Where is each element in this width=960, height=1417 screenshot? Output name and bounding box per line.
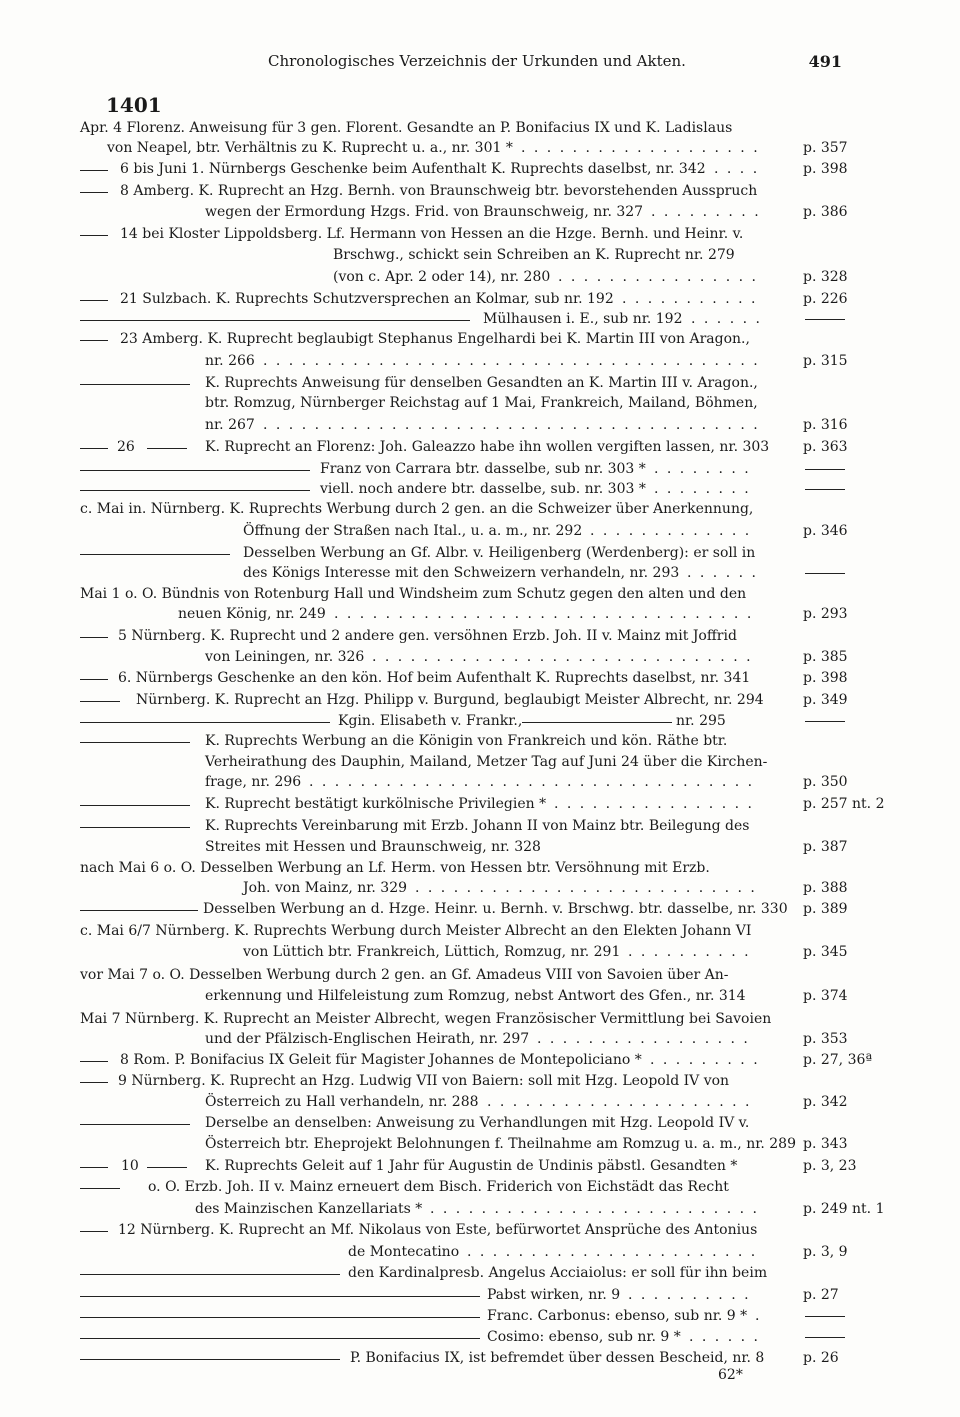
entry-line [0, 201, 960, 223]
leader-dots: . . . . . . . . . . . . . . . . . . . . . . . . . . . . . . . . . . . . . . . [263, 353, 760, 369]
entry-text: 10 [121, 1158, 139, 1174]
entry-line [0, 328, 960, 350]
entry-text: 6 bis Juni 1. Nürnbergs Geschenke beim Aufenthalt K. Ruprechts daselbst, nr. 342 [120, 161, 706, 177]
entry-text: K. Ruprechts Vereinbarung mit Erzb. Johann II von Mainz btr. Beilegung des [205, 818, 750, 834]
page-reference: p. 257 nt. 2 [803, 796, 885, 812]
entry-line [0, 646, 960, 668]
sheet-signature: 62* [718, 1367, 743, 1383]
entry-text: Derselbe an denselben: Anweisung zu Verhandlungen mit Hzg. Leopold IV v. [205, 1115, 750, 1131]
leader-dots: . . . . [714, 161, 760, 177]
page-reference: p. 363 [803, 439, 848, 455]
entry-text: von Leiningen, nr. 326 [205, 649, 365, 665]
ditto-dash [80, 340, 108, 341]
page-reference: p. 26 [803, 1350, 839, 1366]
leader-dots: . . . . . . . . . [650, 1052, 760, 1068]
ditto-dash [80, 1231, 108, 1232]
ditto-dash [80, 1296, 480, 1297]
entry-line [0, 372, 960, 394]
entry-line [0, 857, 960, 879]
entry-line [0, 625, 960, 647]
entry-text: von Neapel, btr. Verhältnis zu K. Ruprecht u. a., nr. 301 * [107, 140, 513, 156]
entry-text: frage, nr. 296 [205, 774, 302, 790]
ditto-dash [80, 1317, 480, 1318]
ditto-dash [522, 722, 672, 723]
entry-text: erkennung und Hilfeleistung zum Romzug, nebst Antwort des Gfen., nr. 314 [205, 988, 746, 1004]
page-reference: p. 316 [803, 417, 848, 433]
entry-text: Streites mit Hessen und Braunschweig, nr. 328 [205, 839, 541, 855]
entry-text: Desselben Werbung an d. Hzge. Heinr. u. Bernh. v. Brschwg. btr. dasselbe, nr. 330 [203, 901, 788, 917]
leader-dots: . . . . . . . . . . . [622, 291, 758, 307]
entry-text: K. Ruprechts Geleit auf 1 Jahr für Augustin de Undinis päbstl. Gesandten * [205, 1158, 738, 1174]
entry-text: Kgin. Elisabeth v. Frankr., [338, 713, 523, 729]
entry-text: 26 [117, 439, 135, 455]
entry-line [0, 689, 960, 711]
entry-text: K. Ruprechts Werbung an die Königin von Frankreich und kön. Räthe btr. [205, 733, 728, 749]
entry-text: und der Pfälzisch-Englischen Heirath, nr. 297 [205, 1031, 530, 1047]
page-reference: p. 349 [803, 692, 848, 708]
entry-line [0, 542, 960, 564]
ditto-dash [80, 554, 230, 555]
entry-text: o. O. Erzb. Joh. II v. Mainz erneuert dem Bisch. Friderich von Eichstädt das Recht [148, 1179, 729, 1195]
reference-dash [805, 319, 845, 320]
entry-text: c. Mai in. Nürnberg. K. Ruprechts Werbung durch 2 gen. an die Schweizer über Anerkennung, [80, 501, 754, 517]
entry-line [0, 244, 960, 266]
entry-text: nach Mai 6 o. O. Desselben Werbung an Lf. Herm. von Hessen btr. Versöhnung mit Erzb. [80, 860, 710, 876]
leader-dots: . . . . . . . . . . . . . [590, 523, 752, 539]
leader-dots: . . . . . . . . . . . . . . . . . . . . . . . . . . . . . . . . . [334, 606, 754, 622]
ditto-dash [80, 679, 108, 680]
entry-text: Joh. von Mainz, nr. 329 [243, 880, 408, 896]
entry-line [0, 1326, 960, 1348]
ditto-dash [80, 470, 310, 471]
ditto-dash [80, 637, 108, 638]
entry-text: Verheirathung des Dauphin, Mailand, Metzer Tag auf Juni 24 über die Kirchen- [205, 754, 768, 770]
ditto-dash [80, 1124, 190, 1125]
reference-dash [805, 573, 845, 574]
page-reference: p. 398 [803, 670, 848, 686]
entry-text: 23 Amberg. K. Ruprecht beglaubigt Stephanus Engelhardi bei K. Martin III von Aragon., [120, 331, 750, 347]
page-reference: p. 389 [803, 901, 848, 917]
entry-text: Cosimo: ebenso, sub nr. 9 * [487, 1329, 681, 1345]
ditto-dash [80, 1274, 340, 1275]
leader-dots: . . . . . . [691, 311, 762, 327]
page-reference: p. 315 [803, 353, 848, 369]
page-reference: p. 374 [803, 988, 848, 1004]
leader-dots: . . . . . . . . . [651, 204, 761, 220]
page-reference: p. 345 [803, 944, 848, 960]
ditto-dash [80, 300, 108, 301]
entry-text: Nürnberg. K. Ruprecht an Hzg. Philipp v. Burgund, beglaubigt Meister Albrecht, nr. 294 [136, 692, 764, 708]
entry-text: Franz von Carrara btr. dasselbe, sub nr. 303 * [320, 461, 646, 477]
reference-dash [805, 1337, 845, 1338]
entry-text: 5 Nürnberg. K. Ruprecht und 2 andere gen. versöhnen Erzb. Joh. II v. Mainz mit Joffrid [118, 628, 737, 644]
leader-dots: . . . . . . [687, 565, 758, 581]
entry-line [0, 710, 960, 732]
ditto-dash [80, 1338, 480, 1339]
ditto-dash [80, 1188, 120, 1189]
entry-text: den Kardinalpresb. Angelus Acciaiolus: er soll für ihn beim [348, 1265, 768, 1281]
entry-line [0, 1155, 960, 1177]
leader-dots: . . . . . . . . [654, 481, 751, 497]
entry-line [0, 920, 960, 942]
leader-dots: . . . . . . . . . . . . . . . . . . . . . . . . . . [430, 1201, 759, 1217]
entry-line [0, 1070, 960, 1092]
leader-dots: . . . . . . [689, 1329, 760, 1345]
page-reference: p. 357 [803, 140, 848, 156]
entry-text: vor Mai 7 o. O. Desselben Werbung durch 2 gen. an Gf. Amadeus VIII von Savoien über An- [80, 967, 729, 983]
entry-text: nr. 266 [205, 353, 255, 369]
entry-text: wegen der Ermordung Hzgs. Frid. von Braunschweig, nr. 327 [205, 204, 644, 220]
entry-line [0, 1262, 960, 1284]
leader-dots: . . . . . . . . . . [628, 1287, 751, 1303]
entry-text: von Lüttich btr. Frankreich, Lüttich, Romzug, nr. 291 [243, 944, 621, 960]
entry-text: 12 Nürnberg. K. Ruprecht an Mf. Nikolaus von Este, befürwortet Ansprüche des Antonius [118, 1222, 758, 1238]
entry-line [0, 266, 960, 288]
entry-text: des Mainzischen Kanzellariats * [195, 1201, 423, 1217]
entry-line [0, 1219, 960, 1241]
leader-dots: . . . . . . . . . . . . . . . . . . . . . . . [467, 1244, 758, 1260]
ditto-dash [80, 1359, 340, 1360]
leader-dots: . . . . . . . . . . . . . . . . . . . . . . . . . . . . . . [372, 649, 753, 665]
ditto-dash [80, 235, 108, 236]
entry-line [0, 308, 960, 330]
entry-text: K. Ruprecht an Florenz: Joh. Galeazzo habe ihn wollen vergiften lassen, nr. 303 [205, 439, 770, 455]
leader-dots: . [755, 1308, 762, 1324]
entry-line [0, 478, 960, 500]
reference-dash [805, 469, 845, 470]
entry-text: btr. Romzug, Nürnberger Reichstag auf 1 Mai, Frankreich, Mailand, Böhmen, [205, 395, 758, 411]
entry-line [0, 1028, 960, 1050]
entry-line [0, 583, 960, 605]
page-reference: p. 3, 9 [803, 1244, 848, 1260]
entry-text: Mülhausen i. E., sub nr. 192 [483, 311, 683, 327]
entry-line [0, 498, 960, 520]
entry-line [0, 117, 960, 139]
ditto-dash [80, 1061, 108, 1062]
ditto-dash [80, 805, 190, 806]
page-reference: p. 353 [803, 1031, 848, 1047]
page-reference: p. 249 nt. 1 [803, 1201, 885, 1217]
running-head-title: Chronologisches Verzeichnis der Urkunden und Akten. [268, 52, 686, 70]
reference-dash [805, 489, 845, 490]
entry-line [0, 1198, 960, 1220]
page-reference: p. 386 [803, 204, 848, 220]
entry-text: 14 bei Kloster Lippoldsberg. Lf. Hermann von Hessen an die Hzge. Bernh. und Heinr. v. [120, 226, 744, 242]
entry-text: K. Ruprecht bestätigt kurkölnische Privilegien * [205, 796, 547, 812]
reference-dash [805, 1316, 845, 1317]
entry-line [0, 562, 960, 584]
ditto-dash [80, 827, 190, 828]
entry-text: de Montecatino [348, 1244, 460, 1260]
year-heading: 1401 [106, 93, 162, 117]
entry-line [0, 751, 960, 773]
leader-dots: . . . . . . . . [654, 461, 751, 477]
ditto-dash [147, 1167, 187, 1168]
page-reference: p. 398 [803, 161, 848, 177]
entry-line [0, 458, 960, 480]
entry-text: Franc. Carbonus: ebenso, sub nr. 9 * [487, 1308, 748, 1324]
entry-text: Österreich zu Hall verhandeln, nr. 288 [205, 1094, 479, 1110]
entry-text: 6. Nürnbergs Geschenke an den kön. Hof beim Aufenthalt K. Ruprechts daselbst, nr. 341 [118, 670, 751, 686]
entry-text: K. Ruprechts Anweisung für denselben Gesandten an K. Martin III v. Aragon., [205, 375, 758, 391]
entry-line [0, 288, 960, 310]
leader-dots: . . . . . . . . . . . . . . . . [558, 269, 758, 285]
entry-line [0, 1112, 960, 1134]
entry-line [0, 1241, 960, 1263]
page-reference: p. 350 [803, 774, 848, 790]
ditto-dash [80, 701, 120, 702]
entry-line [0, 1091, 960, 1113]
entry-text: viell. noch andere btr. dasselbe, sub. nr. 303 * [320, 481, 646, 497]
ditto-dash [80, 1082, 108, 1083]
page-reference: p. 27 [803, 1287, 839, 1303]
leader-dots: . . . . . . . . . . . . . . . . . . . . . . . . . . . [415, 880, 757, 896]
entry-line [0, 815, 960, 837]
entry-text: Mai 7 Nürnberg. K. Ruprecht an Meister Albrecht, wegen Französischer Vermittlung bei Savoien [80, 1011, 772, 1027]
page-reference: p. 342 [803, 1094, 848, 1110]
entry-text: Apr. 4 Florenz. Anweisung für 3 gen. Florent. Gesandte an P. Bonifacius IX und K. Ladislaus [80, 120, 733, 136]
leader-dots: . . . . . . . . . . . . . . . . [554, 796, 754, 812]
entry-line [0, 898, 960, 920]
entry-line [0, 603, 960, 625]
entry-line [0, 836, 960, 858]
entry-text: neuen König, nr. 249 [178, 606, 326, 622]
ditto-dash [80, 384, 190, 385]
entry-line [0, 1347, 960, 1369]
entry-text: 9 Nürnberg. K. Ruprecht an Hzg. Ludwig VII von Baiern: soll mit Hzg. Leopold IV von [118, 1073, 730, 1089]
entry-text: Pabst wirken, nr. 9 [487, 1287, 621, 1303]
leader-dots: . . . . . . . . . . . . . . . . . [537, 1031, 750, 1047]
page-reference: p. 226 [803, 291, 848, 307]
entry-line [0, 414, 960, 436]
entry-text: Brschwg., schickt sein Schreiben an K. Ruprecht nr. 279 [333, 247, 735, 263]
entry-text: Österreich btr. Eheprojekt Belohnungen f. Theilnahme am Romzug u. a. m., nr. 289 [205, 1136, 796, 1152]
page-reference: p. 387 [803, 839, 848, 855]
entry-line [0, 1049, 960, 1071]
entry-line [0, 392, 960, 414]
page-reference: p. 293 [803, 606, 848, 622]
entry-text: Mai 1 o. O. Bündnis von Rotenburg Hall und Windsheim zum Schutz gegen den alten und den [80, 586, 747, 602]
entry-text: 8 Amberg. K. Ruprecht an Hzg. Bernh. von Braunschweig btr. bevorstehenden Ausspruch [120, 183, 758, 199]
page-reference: p. 346 [803, 523, 848, 539]
entry-line [0, 771, 960, 793]
entry-line [0, 877, 960, 899]
entry-line [0, 964, 960, 986]
entry-line [0, 520, 960, 542]
entry-line [0, 1305, 960, 1327]
entry-line [0, 985, 960, 1007]
page-reference: p. 3, 23 [803, 1158, 857, 1174]
ditto-dash [80, 490, 310, 491]
ditto-dash [80, 170, 108, 171]
reference-dash [805, 721, 845, 722]
ditto-dash [80, 742, 190, 743]
ditto-dash [80, 192, 108, 193]
ditto-dash [80, 320, 470, 321]
ditto-dash [147, 448, 187, 449]
entry-text: nr. 295 [676, 713, 726, 729]
entry-line [0, 223, 960, 245]
entry-text: Öffnung der Straßen nach Ital., u. a. m., nr. 292 [243, 523, 583, 539]
entry-line [0, 941, 960, 963]
page-reference: p. 385 [803, 649, 848, 665]
entry-line [0, 1008, 960, 1030]
entry-line [0, 793, 960, 815]
entry-line [0, 1284, 960, 1306]
page-number: 491 [808, 52, 842, 71]
leader-dots: . . . . . . . . . . . . . . . . . . . [521, 140, 760, 156]
entry-text: Desselben Werbung an Gf. Albr. v. Heiligenberg (Werdenberg): er soll in [243, 545, 756, 561]
entry-line [0, 1176, 960, 1198]
entry-line [0, 1133, 960, 1155]
entry-text: P. Bonifacius IX, ist befremdet über dessen Bescheid, nr. 8 [350, 1350, 765, 1366]
leader-dots: . . . . . . . . . . . . . . . . . . . . . . . . . . . . . . . . . . . . . . . [263, 417, 760, 433]
entry-text: (von c. Apr. 2 oder 14), nr. 280 [333, 269, 551, 285]
ditto-dash [80, 910, 198, 911]
entry-line [0, 667, 960, 689]
entry-text: nr. 267 [205, 417, 255, 433]
entry-line [0, 137, 960, 159]
page-reference: p. 328 [803, 269, 848, 285]
entry-text: 21 Sulzbach. K. Ruprechts Schutzversprechen an Kolmar, sub nr. 192 [120, 291, 614, 307]
entry-text: des Königs Interesse mit den Schweizern verhandeln, nr. 293 [243, 565, 680, 581]
entry-line [0, 158, 960, 180]
entry-text: c. Mai 6/7 Nürnberg. K. Ruprechts Werbung durch Meister Albrecht an den Elekten Johann VI [80, 923, 752, 939]
leader-dots: . . . . . . . . . . [628, 944, 751, 960]
leader-dots: . . . . . . . . . . . . . . . . . . . . . [487, 1094, 752, 1110]
entry-line [0, 180, 960, 202]
entry-text: 8 Rom. P. Bonifacius IX Geleit für Magister Johannes de Montepoliciano * [120, 1052, 642, 1068]
leader-dots: . . . . . . . . . . . . . . . . . . . . . . . . . . . . . . . . . . . [309, 774, 755, 790]
page-reference: p. 343 [803, 1136, 848, 1152]
entry-line [0, 436, 960, 458]
entry-line [0, 730, 960, 752]
page-reference: p. 27, 36ª [803, 1052, 873, 1068]
page-reference: p. 388 [803, 880, 848, 896]
entry-line [0, 350, 960, 372]
